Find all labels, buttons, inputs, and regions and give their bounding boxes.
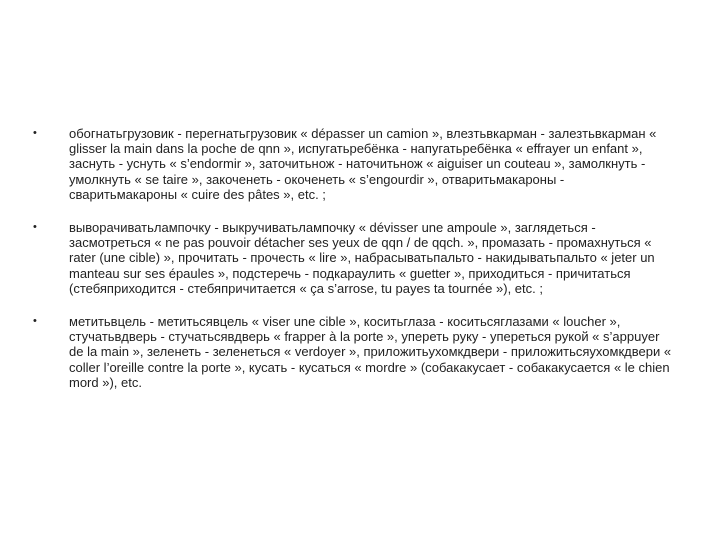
bullet-marker: • <box>33 127 37 139</box>
bullet-marker: • <box>33 315 37 328</box>
bullet-item <box>33 126 673 202</box>
bullet-text: метитьвцель - метитьсявцель « viser une cible », коситьглаза - коситьсяглазами « loucher », стучатьвдверь - стучатьсявдверь « frapper à la porte », упереть руку - упереться рукой « s’appuyer de la main », зеленеть - зеленеться « verdoyer », приложитьухомкдвери - приложитьсяухомкдвери « coller l’oreille contre la porte », кусать - кусаться « mordre » (собакакусает - собакакусается « le chien mord »), etc. <box>69 314 672 390</box>
bullet-list <box>33 126 673 408</box>
bullet-item <box>33 314 673 390</box>
bullet-text: выворачиватьлампочку - выкручиватьлампочку « dévisser une ampoule », заглядеться - засмотреться « ne pas pouvoir détacher ses yeux de qqn / de qqch. », промазать - промахнуться « rater (une cible) », прочитать - прочесть « lire », набрасыватьпальто - накидыватьпальто « jeter un manteau sur ses épaules », подстеречь - подкараулить « guetter », приходиться - причитаться (стебяприходится - стебяпричитается « ça s’arrose, tu payes ta tournée »), etc. ; <box>69 220 655 296</box>
bullet-text: обогнатьгрузовик - перегнатьгрузовик « dépasser un camion », влезтьвкарман - залезтьвкарман « glisser la main dans la poche de qnn », испугатьребёнка - напугатьребёнка « effrayer un enfant », заснуть - уснуть « s’endormir », заточитьнож - наточитьнож « aiguiser un couteau », замолкнуть - умолкнуть « se taire », закоченеть - окоченеть « s’engourdir », отваритьмакароны - сваритьмакароны « cuire des pâtes », etc. ; <box>69 126 657 202</box>
bullet-marker: • <box>33 221 37 234</box>
bullet-item <box>33 220 673 296</box>
